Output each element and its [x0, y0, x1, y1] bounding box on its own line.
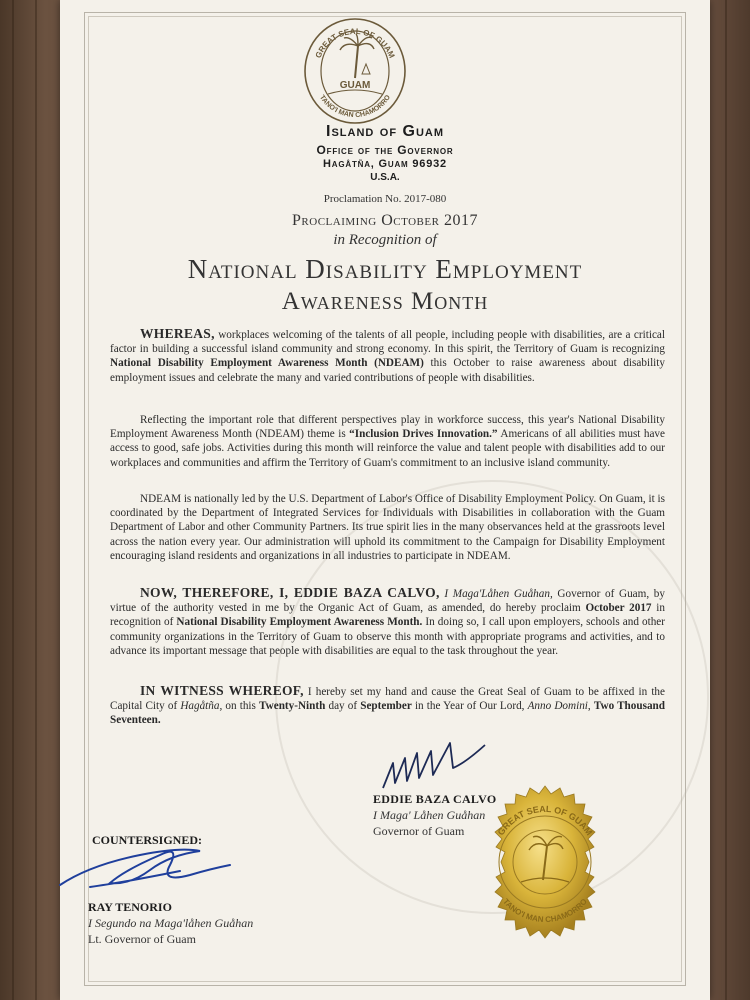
proclamation-number: Proclamation No. 2017-080: [323, 193, 447, 205]
countersigned-label: COUNTERSIGNED:: [92, 833, 203, 847]
header-address: Hagåtña, Guam 96932: [323, 158, 447, 170]
svg-text:TANO'I MAN CHAMORRO: TANO'I MAN CHAMORRO: [501, 896, 589, 925]
svg-text:GREAT SEAL OF GUAM: GREAT SEAL OF GUAM: [495, 803, 595, 838]
gold-embossed-seal-icon: [465, 782, 625, 942]
proclamation-document: [60, 0, 710, 1000]
header-island: Island of Guam: [326, 123, 444, 140]
wood-grain: [12, 0, 14, 1000]
svg-text:GUAM: GUAM: [339, 80, 371, 91]
lt-governor-title-chamorro: I Segundo na Maga'låhen Guåhan: [88, 916, 254, 930]
lt-governor-name: RAY TENORIO: [88, 900, 172, 914]
whereas-paragraph: WHEREAS, workplaces welcoming of the talents of all people, including people with disabilities, are a critical factor in building a successful island community and strong economy. In this spirit, the Territory of Guam is recognizing National Disability Employment Awareness Month (NDEAM) this October to raise awareness about disability employment issues and celebrate the many and varied contributions of people with disabilities.: [110, 326, 665, 384]
ndeam-paragraph: NDEAM is nationally led by the U.S. Department of Labor's Office of Disability Employment Policy. On Guam, it is coordinated by the Department of Integrated Services for Individuals with Disabilities in collaboration with the Guam Department of Labor and other Community Partners. Its true spirit lies in the many observances held at the grassroots level across the nation every year. Our administration will uphold its commitment to the Campaign for Disability Employment encouraging island residents and organizations in all industries to participate in NDEAM.: [110, 493, 665, 562]
proclaiming-line: Proclaiming October 2017: [292, 212, 478, 229]
governor-title: Governor of Guam: [373, 824, 465, 838]
recognition-line: in Recognition of: [333, 232, 437, 248]
document-title-line2: Awareness Month: [281, 288, 489, 315]
theme-paragraph: Reflecting the important role that different perspectives play in workforce success, this year's National Disability Employment Awareness Month (NDEAM) theme is “Inclusion Drives Innovation.” Americans of all abilities must have access to good, safe jobs. Activities during this month will reinforce the value and talent people with disabilities add to our workplaces and communities and affirm the Territory of Guam's commitment to an inclusive island community.: [110, 414, 665, 469]
governor-title-chamorro: I Maga' Låhen Guåhan: [373, 808, 486, 822]
great-seal-of-guam-icon: [300, 16, 410, 126]
therefore-paragraph: NOW, THEREFORE, I, EDDIE BAZA CALVO, I Maga'Låhen Guåhan, Governor of Guam, by virtue of the authority vested in me by the Organic Act of Guam, as amended, do hereby proclaim October 2017 in recognition of National Disability Employment Awareness Month. In doing so, I call upon employers, schools and other community organizations in the Territory of Guam to observe this month with appropriate programs and activities, and to advance its important message that people with disabilities are equal to the task throughout the year.: [110, 585, 665, 657]
lt-governor-signature: [30, 825, 250, 905]
lt-governor-title: Lt. Governor of Guam: [88, 932, 196, 946]
witness-paragraph: IN WITNESS WHEREOF, I hereby set my hand and cause the Great Seal of Guam to be affixed in the Capital City of Hagåtña, on this Twenty-Ninth day of September in the Year of Our Lord, Anno Domini, Two Thousand Seventeen.: [110, 683, 665, 727]
document-title-line1: National Disability Employment: [187, 254, 583, 284]
governor-name: EDDIE BAZA CALVO: [373, 792, 497, 806]
header-office: Office of the Governor: [316, 143, 454, 157]
svg-text:TANO'I MAN CHAMORRO: TANO'I MAN CHAMORRO: [317, 94, 393, 120]
header-country: U.S.A.: [370, 172, 400, 183]
wood-grain: [725, 0, 727, 1000]
svg-text:GREAT SEAL OF GUAM: GREAT SEAL OF GUAM: [313, 26, 397, 60]
